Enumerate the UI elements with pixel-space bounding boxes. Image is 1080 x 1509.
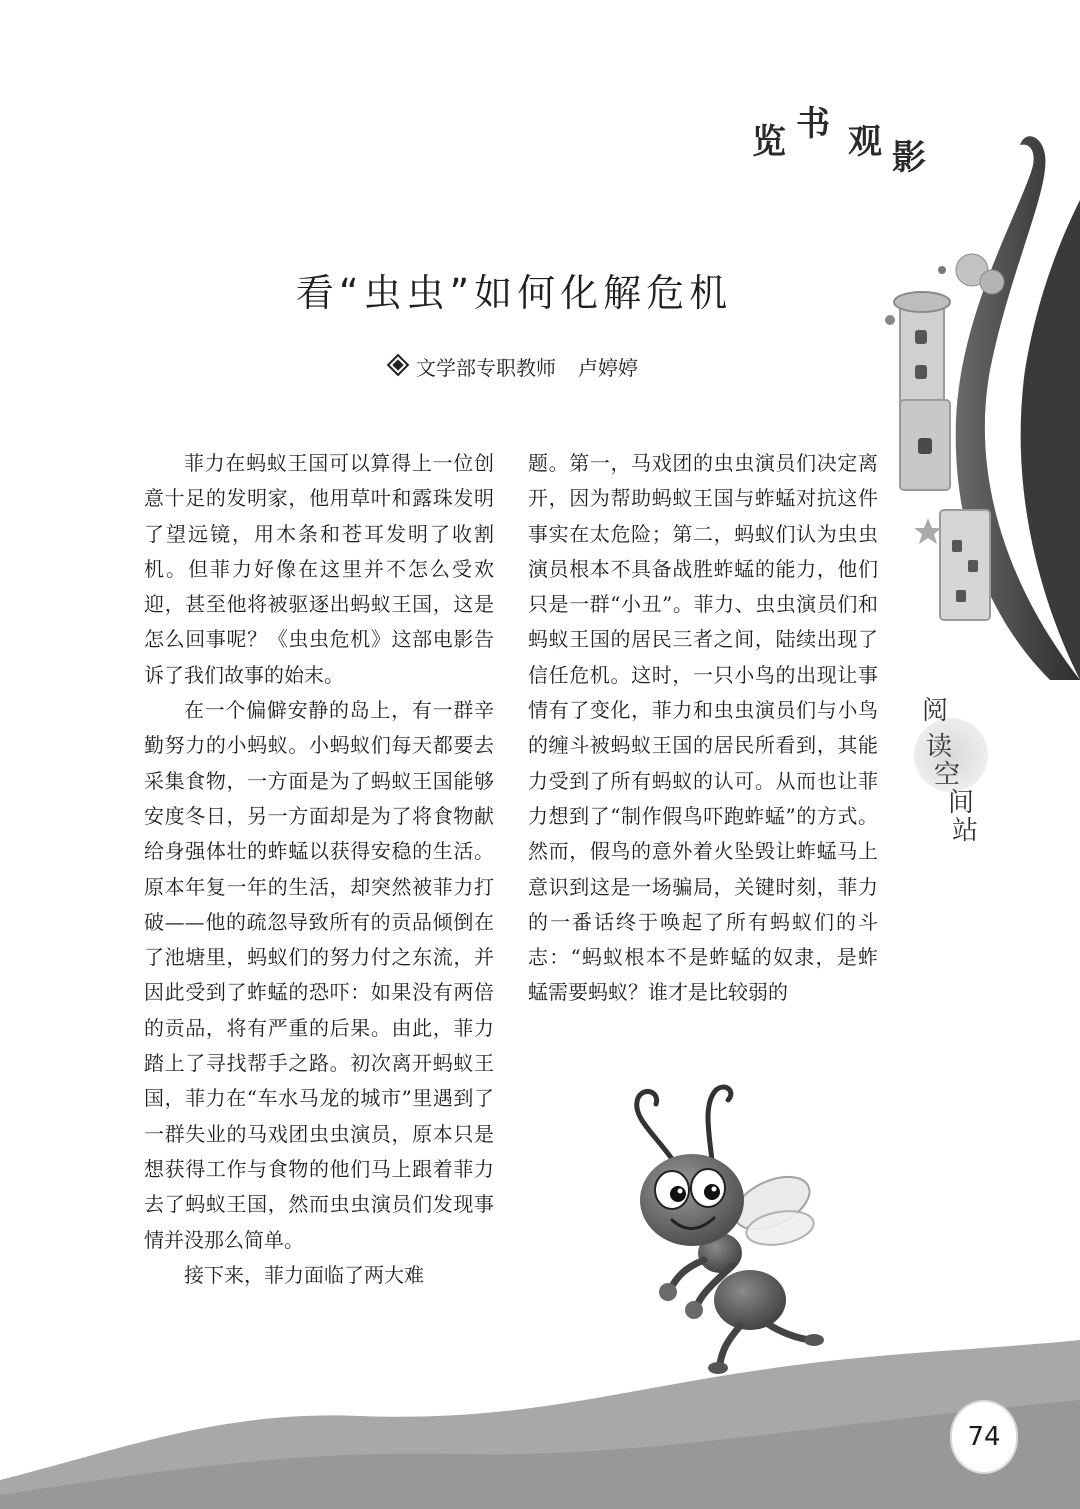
paragraph: 菲力在蚂蚁王国可以算得上一位创意十足的发明家，他用草叶和露珠发明了望远镜，用木条和苍耳发明了收割机。但菲力好像在这里并不怎么受欢迎，甚至他将被驱逐出蚂蚁王国，这是怎么回事呢？《虫虫危机》这部电影告诉了我们故事的始末。 [144, 451, 494, 687]
stamp-char: 空 [934, 760, 961, 790]
swirl-houses-illustration [860, 120, 1080, 680]
article-title: 看“虫虫”如何化解危机 [295, 271, 733, 315]
section-label-char: 影 [892, 138, 926, 178]
left-column [144, 446, 494, 1293]
page-number: 74 [950, 1400, 1018, 1474]
stamp-char: 间 [948, 788, 975, 818]
author-name: 卢婷婷 [578, 356, 638, 380]
diamond-bullet-icon [387, 354, 410, 377]
stamp-char: 站 [952, 816, 979, 846]
byline [0, 352, 1028, 381]
vertical-stamp [912, 690, 992, 846]
stamp-char: 阅 [922, 696, 949, 726]
author-role: 文学部专职教师 [416, 356, 556, 380]
stamp-char: 读 [926, 732, 953, 762]
paragraph: 在一个偏僻安静的岛上，有一群辛勤努力的小蚂蚁。小蚂蚁们每天都要去采集食物，一方面是为了蚂蚁王国能够安度冬日，另一方面却是为了将食物献给身强体壮的蚱蜢以获得安稳的生活。原本年复一年的生活，却突然被菲力打破——他的疏忽导致所有的贡品倾倒在了池塘里，蚂蚁们的努力付之东流，并因此受到了蚱蜢的恐吓：如果没有两倍的贡品，将有严重的后果。由此，菲力踏上了寻找帮手之路。初次离开蚂蚁王国，菲力在“车水马龙的城市”里遇到了一群失业的马戏团虫虫演员，原本只是想获得工作与食物的他们马上跟着菲力去了蚂蚁王国，然而虫虫演员们发现事情并没那么简单。 [144, 698, 494, 1252]
paragraph: 题。第一，马戏团的虫虫演员们决定离开，因为帮助蚂蚁王国与蚱蜢对抗这件事实在太危险；第二，蚂蚁们认为虫虫演员根本不具备战胜蚱蜢的能力，他们只是一群“小丑”。菲力、虫虫演员们和蚂蚁王国的居民三者之间，陆续出现了信任危机。这时，一只小鸟的出现让事情有了变化，菲力和虫虫演员们与小鸟的缠斗被蚂蚁王国的居民所看到，其能力受到了所有蚂蚁的认可。从而也让菲力想到了“制作假鸟吓跑蚱蜢”的方式。然而，假鸟的意外着火坠毁让蚱蜢马上意识到这是一场骗局，关键时刻，菲力的一番话终于唤起了所有蚂蚁们的斗志：“蚂蚁根本不是蚱蜢的奴隶，是蚱蜢需要蚂蚁？谁才是比较弱的 [528, 451, 878, 1005]
section-label-char: 览 [752, 122, 786, 162]
section-label-char: 观 [848, 122, 882, 162]
paragraph: 接下来，菲力面临了两大难 [184, 1262, 424, 1287]
right-column [528, 446, 878, 1011]
bottom-wave-decoration [0, 1330, 1080, 1509]
section-label-char: 书 [796, 104, 830, 144]
